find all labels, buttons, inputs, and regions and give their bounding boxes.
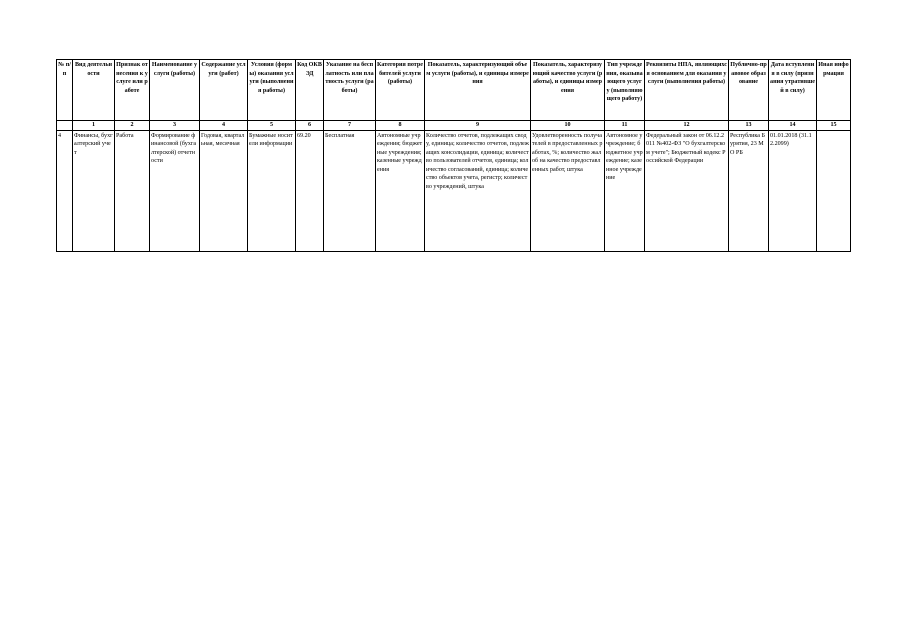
header-cell-activity-type: Вид деятельности [73,60,115,121]
header-cell-volume-indicator: Показатель, характеризующий объем услуги (работы), и единицы измерения [425,60,531,121]
column-number-cell: 6 [296,121,324,131]
cell-delivery-conditions: Бумажные носители информации [248,130,296,251]
cell-free-or-paid: Бесплатная [324,130,376,251]
cell-other-info [817,130,851,251]
column-number-row [57,121,851,131]
cell-volume-indicator: Количество отчетов, подлежащих своду, единица; количество отчетов, подлежащих консолидации, единица; количество пользователей отчетов, единица; количество согласований, единица; количество объектов учета, регистр; количество учреждений, штука [425,130,531,251]
table-row [57,130,851,251]
header-cell-consumer-category: Категория потребителей услуги (работы) [376,60,425,121]
column-number-cell: 3 [150,121,200,131]
header-cell-service-or-work: Признак отнесения к услуге или работе [115,60,150,121]
column-number-cell: 4 [200,121,248,131]
header-cell-okved-code: Код ОКВЭД [296,60,324,121]
header-row [57,60,851,121]
column-number-cell: 14 [769,121,817,131]
cell-public-entity: Республика Бурятия, 23 МО РБ [729,130,769,251]
cell-effective-date: 01.01.2018 (31.12.2099) [769,130,817,251]
cell-consumer-category: Автономные учреждения; бюджетные учреждения; казенные учреждения [376,130,425,251]
header-cell-service-name: Наименование услуги (работы) [150,60,200,121]
header-cell-service-content: Содержание услуги (работ) [200,60,248,121]
cell-activity-type: Финансы, бухгалтерский учет [73,130,115,251]
header-cell-institution-type: Тип учреждения, оказывающего услугу (выполняющего работу) [605,60,645,121]
column-number-cell: 12 [645,121,729,131]
column-number-cell: 1 [73,121,115,131]
header-cell-other-info: Иная информация [817,60,851,121]
header-cell-number: № п/п [57,60,73,121]
cell-service-or-work: Работа [115,130,150,251]
header-cell-delivery-conditions: Условия (формы) оказания услуги (выполнения работы) [248,60,296,121]
column-number-cell: 7 [324,121,376,131]
header-cell-free-or-paid: Указание на бесплатность или платность услуги (работы) [324,60,376,121]
column-number-cell: 13 [729,121,769,131]
column-number-cell: 2 [115,121,150,131]
column-number-cell: 9 [425,121,531,131]
header-cell-quality-indicator: Показатель, характеризующий качество услуги (работы), и единицы измерения [531,60,605,121]
header-cell-legal-basis: Реквизиты НПА, являющихся основанием для оказания услуги (выполнения работы) [645,60,729,121]
column-number-cell [57,121,73,131]
cell-legal-basis: Федеральный закон от 06.12.2011 №402-ФЗ "О бухгалтерском учете"; Бюджетный кодекс Российской Федерации [645,130,729,251]
cell-service-content: Годовая, квартальная, месячная [200,130,248,251]
cell-institution-type: Автономное учреждение; бюджетное учреждение; казенное учреждение [605,130,645,251]
column-number-cell: 5 [248,121,296,131]
column-number-cell: 8 [376,121,425,131]
cell-service-name: Формирование финансовой (бухгалтерской) отчетности [150,130,200,251]
column-number-cell: 15 [817,121,851,131]
cell-number: 4 [57,130,73,251]
cell-quality-indicator: Удовлетворенность получателей в предоставленных работах, %; количество жалоб на качество предоставленных работ, штука [531,130,605,251]
cell-okved-code: 69.20 [296,130,324,251]
column-number-cell: 10 [531,121,605,131]
header-cell-effective-date: Дата вступления в силу (признания утратившей в силу) [769,60,817,121]
column-number-cell: 11 [605,121,645,131]
services-register-table [56,59,851,252]
header-cell-public-entity: Публично-правовое образование [729,60,769,121]
